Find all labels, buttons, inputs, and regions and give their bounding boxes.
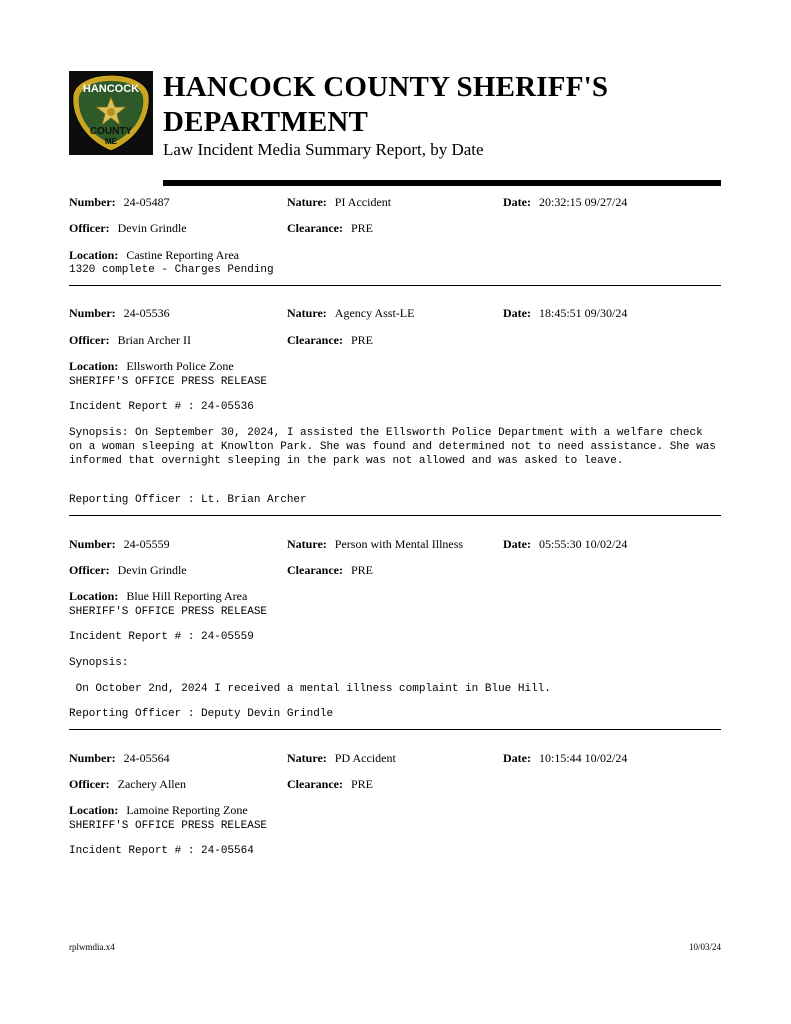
officer-field: Officer: Brian Archer II: [69, 333, 191, 347]
nature-field: Nature: PI Accident: [287, 195, 392, 209]
date-field: Date: 18:45:51 09/30/24: [503, 306, 628, 320]
number-field: Number: 24-05559: [69, 537, 170, 551]
sheriff-badge-logo: [69, 71, 153, 155]
press-release-heading: SHERIFF'S OFFICE PRESS RELEASE: [69, 820, 268, 832]
nature-field: Nature: PD Accident: [287, 751, 396, 765]
nature-field: Nature: Person with Mental Illness: [287, 537, 464, 551]
incident-divider: [69, 515, 721, 516]
footer-report-id: rplwmdia.x4: [69, 942, 115, 952]
officer-field: Officer: Zachery Allen: [69, 777, 186, 791]
nature-field: Nature: Agency Asst-LE: [287, 306, 415, 320]
officer-field: Officer: Devin Grindle: [69, 221, 187, 235]
number-field: Number: 24-05536: [69, 306, 170, 320]
synopsis-text: On October 2nd, 2024 I received a mental illness complaint in Blue Hill.: [69, 683, 551, 695]
incident-report-number: Incident Report # : 24-05536: [69, 401, 254, 413]
location-field: Location: Lamoine Reporting Zone: [69, 803, 248, 817]
header-divider: [163, 180, 721, 186]
svg-text:HANCOCK: HANCOCK: [82, 83, 140, 95]
incident-report-number: Incident Report # : 24-05564: [69, 845, 254, 857]
location-field: Location: Ellsworth Police Zone: [69, 359, 234, 373]
clearance-field: Clearance: PRE: [287, 563, 373, 577]
svg-text:ME: ME: [105, 137, 117, 146]
synopsis-label: Synopsis:: [69, 657, 129, 669]
location-field: Location: Castine Reporting Area: [69, 248, 239, 262]
reporting-officer: Reporting Officer : Lt. Brian Archer: [69, 494, 307, 506]
number-field: Number: 24-05487: [69, 195, 170, 209]
incident-divider: [69, 729, 721, 730]
incident-report-number: Incident Report # : 24-05559: [69, 631, 254, 643]
clearance-field: Clearance: PRE: [287, 221, 373, 235]
location-field: Location: Blue Hill Reporting Area: [69, 589, 248, 603]
page-title: HANCOCK COUNTY SHERIFF'S DEPARTMENT: [163, 71, 609, 138]
incident-divider: [69, 285, 721, 286]
clearance-field: Clearance: PRE: [287, 333, 373, 347]
date-field: Date: 20:32:15 09/27/24: [503, 195, 628, 209]
date-field: Date: 10:15:44 10/02/24: [503, 751, 628, 765]
press-release-heading: SHERIFF'S OFFICE PRESS RELEASE: [69, 376, 268, 388]
clearance-field: Clearance: PRE: [287, 777, 373, 791]
reporting-officer: Reporting Officer : Deputy Devin Grindle: [69, 708, 334, 720]
press-release-heading: SHERIFF'S OFFICE PRESS RELEASE: [69, 606, 268, 618]
footer-date: 10/03/24: [688, 942, 721, 952]
incident-note: 1320 complete - Charges Pending: [69, 264, 274, 276]
number-field: Number: 24-05564: [69, 751, 170, 765]
date-field: Date: 05:55:30 10/02/24: [503, 537, 628, 551]
svg-text:COUNTY: COUNTY: [89, 126, 133, 137]
synopsis-text: Synopsis: On September 30, 2024, I assisted the Ellsworth Police Department with a welfare check on a woman sleeping at Knowlton Park. She was found and determined not to need assistance. She was informed that overnight sleeping in the park was not allowed and was asked to leave.: [69, 427, 723, 467]
officer-field: Officer: Devin Grindle: [69, 563, 187, 577]
page-subtitle: Law Incident Media Summary Report, by Date: [163, 140, 484, 159]
